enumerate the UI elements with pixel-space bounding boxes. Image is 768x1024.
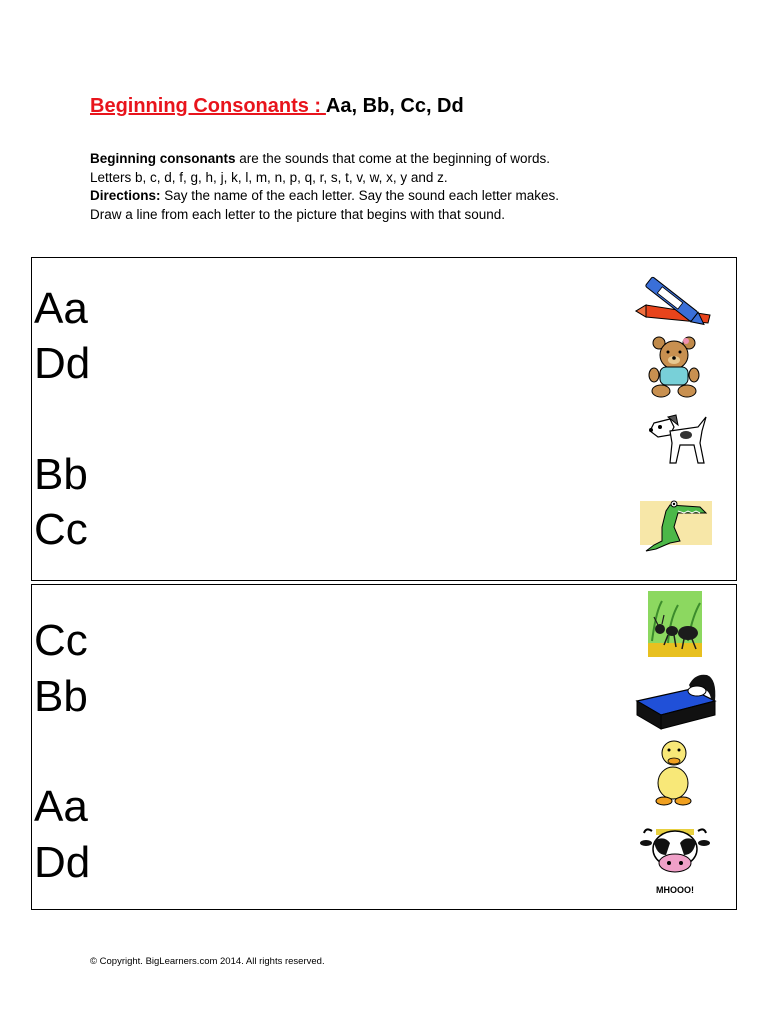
intro-term: Beginning consonants xyxy=(90,151,236,166)
letter-item: Aa xyxy=(34,284,88,333)
letter-item: Bb xyxy=(34,450,88,499)
intro-definition: are the sounds that come at the beginning of words. xyxy=(235,151,550,166)
cow-caption: MHOOO! xyxy=(656,885,694,895)
matching-section-2 xyxy=(31,584,737,910)
crayon-picture xyxy=(632,271,716,331)
worksheet-title xyxy=(90,95,464,118)
directions-label: Directions: xyxy=(90,188,161,203)
title-red-part: Beginning Consonants : xyxy=(90,95,326,117)
letter-item: Bb xyxy=(34,672,88,721)
intro-line-4: Draw a line from each letter to the picture that begins with that sound. xyxy=(90,206,505,222)
letter-item: Dd xyxy=(34,339,91,388)
intro-line-1 xyxy=(90,150,559,169)
letter-item: Dd xyxy=(34,838,91,887)
matching-section-1 xyxy=(31,257,737,581)
intro-line-2: Letters b, c, d, f, g, h, j, k, l, m, n, p, q, r, s, t, v, w, x, y and z. xyxy=(90,169,448,185)
title-letters: Aa, Bb, Cc, Dd xyxy=(325,95,464,117)
letter-item: Aa xyxy=(34,782,88,831)
letter-item: Cc xyxy=(34,616,88,665)
letter-item: Cc xyxy=(34,505,88,554)
instructions xyxy=(90,150,559,224)
cow-picture xyxy=(640,825,710,895)
duck-picture xyxy=(652,737,694,807)
intro-line-3 xyxy=(90,187,559,206)
copyright-footer: © Copyright. BigLearners.com 2014. All rights reserved. xyxy=(90,956,325,967)
directions-text: Say the name of the each letter. Say the sound each letter makes. xyxy=(160,188,560,203)
alligator-picture xyxy=(640,497,712,557)
bed-picture xyxy=(635,671,717,731)
teddy-bear-picture xyxy=(646,335,702,399)
ant-picture xyxy=(648,591,702,657)
dog-picture xyxy=(640,413,712,469)
